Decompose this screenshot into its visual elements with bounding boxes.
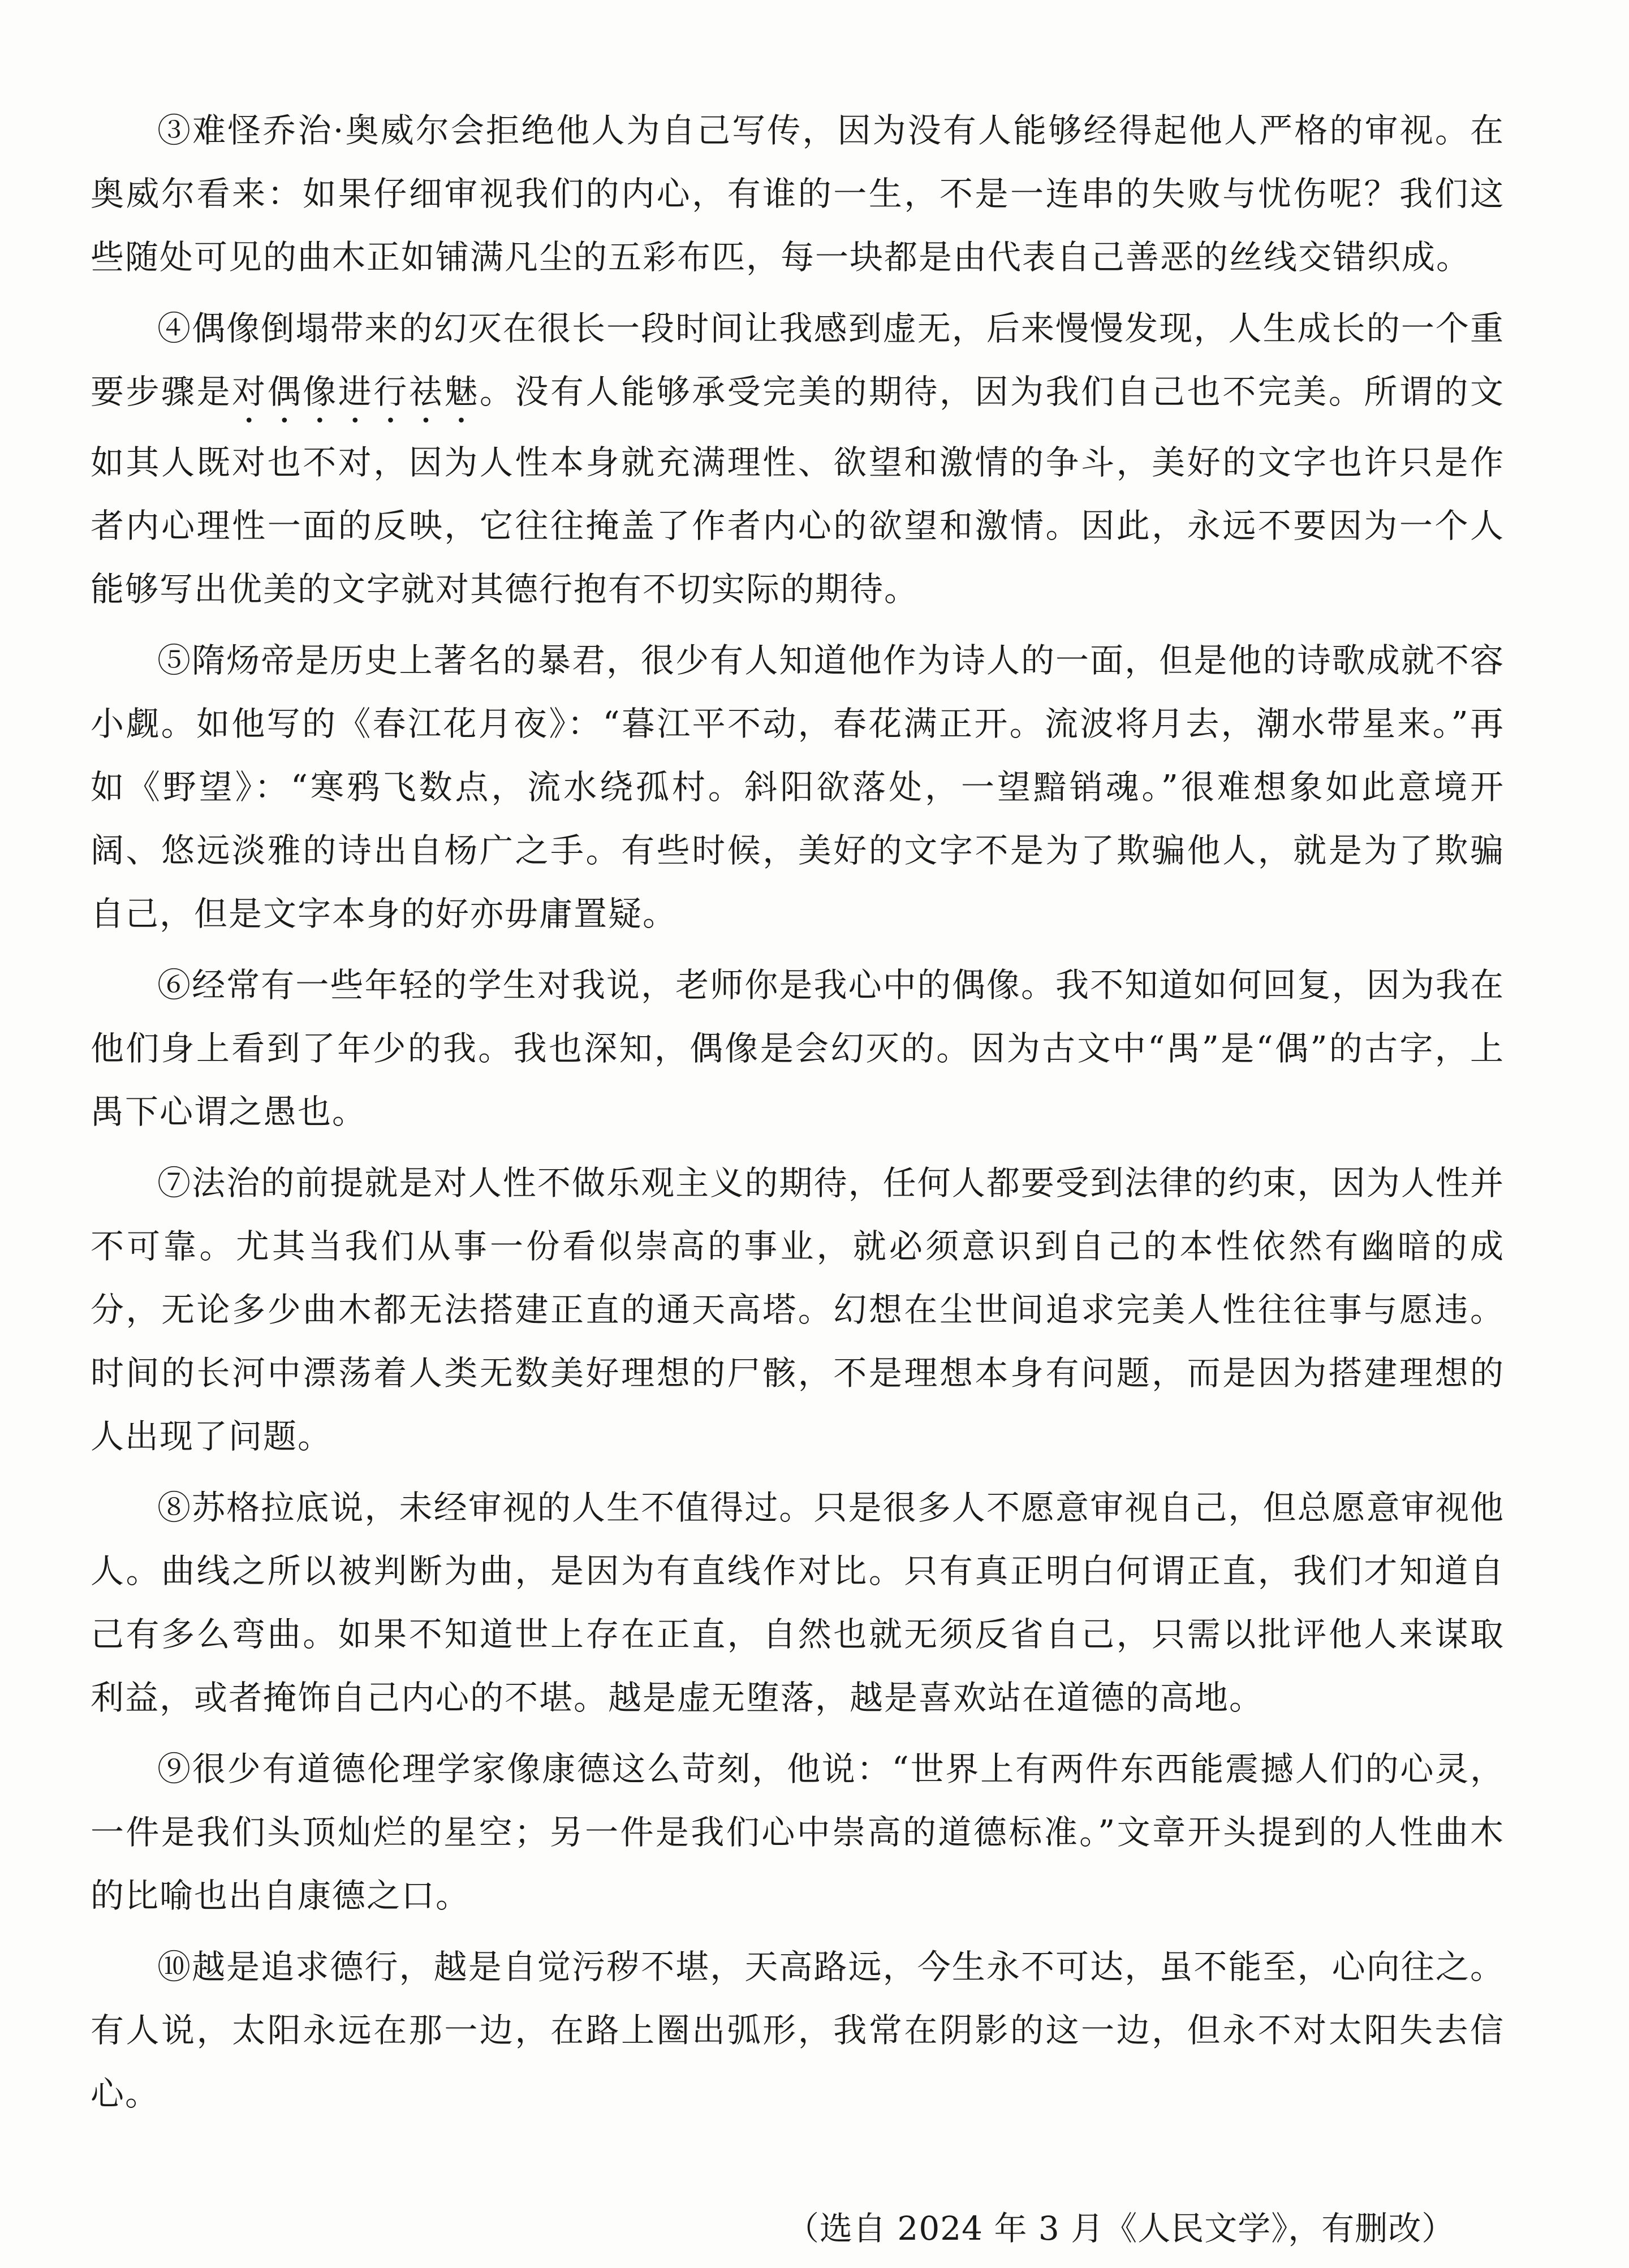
emphasized-phrase: 对偶像进行祛魅 <box>232 372 480 411</box>
paragraph-7: ⑦法治的前提就是对人性不做乐观主义的期待，任何人都要受到法律的约束，因为人性并不可靠。尤其当我们从事一份看似崇高的事业，就必须意识到自己的本性依然有幽暗的成分，无论多少曲木都无法搭建正直的通天高塔。幻想在尘世间追求完美人性往往事与愿违。时间的长河中漂荡着人类无数美好理想的尸骸，不是理想本身有问题，而是因为搭建理想的人出现了问题。 <box>90 1163 1505 1456</box>
paragraph-5: ⑤隋炀帝是历史上著名的暴君，很少有人知道他作为诗人的一面，但是他的诗歌成就不容小觑。如他写的《春江花月夜》：“暮江平不动，春花满正开。流波将月去，潮水带星来。”再如《野望》：“寒鸦飞数点，流水绕孤村。斜阳欲落处，一望黯销魂。”很难想象如此意境开阔、悠远淡雅的诗出自杨广之手。有些时候，美好的文字不是为了欺骗他人，就是为了欺骗自己，但是文字本身的好亦毋庸置疑。 <box>90 641 1505 933</box>
paragraph-4-text-end: 。没有人能够承受完美的期待，因为我们自己也不完美。所谓的文如其人既对也不对，因为人性本身就充满理性、欲望和激情的争斗，美好的文字也许只是作者内心理性一面的反映，它往往掩盖了作者内心的欲望和激情。因此，永远不要因为一个人能够写出优美的文字就对其德行抱有不切实际的期待。 <box>90 372 1505 609</box>
paragraph-9: ⑨很少有道德伦理学家像康德这么苛刻，他说：“世界上有两件东西能震撼人们的心灵，一件是我们头顶灿烂的星空；另一件是我们心中崇高的道德标准。”文章开头提到的人性曲木的比喻也出自康德之口。 <box>90 1749 1505 1915</box>
article-body <box>90 99 1505 2133</box>
paragraph-3: ③难怪乔治·奥威尔会拒绝他人为自己写传，因为没有人能够经得起他人严格的审视。在奥威尔看来：如果仔细审视我们的内心，有谁的一生，不是一连串的失败与忧伤呢？我们这些随处可见的曲木正如铺满凡尘的五彩布匹，每一块都是由代表自己善恶的丝线交错织成。 <box>90 111 1505 277</box>
paragraph-6: ⑥经常有一些年轻的学生对我说，老师你是我心中的偶像。我不知道如何回复，因为我在他们身上看到了年少的我。我也深知，偶像是会幻灭的。因为古文中“禺”是“偶”的古字，上禺下心谓之愚也。 <box>90 965 1505 1131</box>
paragraph-4 <box>90 297 1505 621</box>
source-citation: （选自 2024 年 3 月《人民文学》，有删改） <box>786 2209 1455 2248</box>
paragraph-4-text-start: ④偶像倒塌带来的幻灭在很长一段时间让我感到虚无，后来慢慢发现，人生成长的一个重要步骤是 <box>90 309 1505 411</box>
paragraph-8: ⑧苏格拉底说，未经审视的人生不值得过。只是很多人不愿意审视自己，但总愿意审视他人。曲线之所以被判断为曲，是因为有直线作对比。只有真正明白何谓正直，我们才知道自己有多么弯曲。如果不知道世上存在正直，自然也就无须反省自己，只需以批评他人来谋取利益，或者掩饰自己内心的不堪。越是虚无堕落，越是喜欢站在道德的高地。 <box>90 1488 1505 1717</box>
paragraph-10: ⑩越是追求德行，越是自觉污秽不堪，天高路远，今生永不可达，虽不能至，心向往之。有人说，太阳永远在那一边，在路上圈出弧形，我常在阴影的这一边，但永不对太阳失去信心。 <box>90 1947 1505 2113</box>
